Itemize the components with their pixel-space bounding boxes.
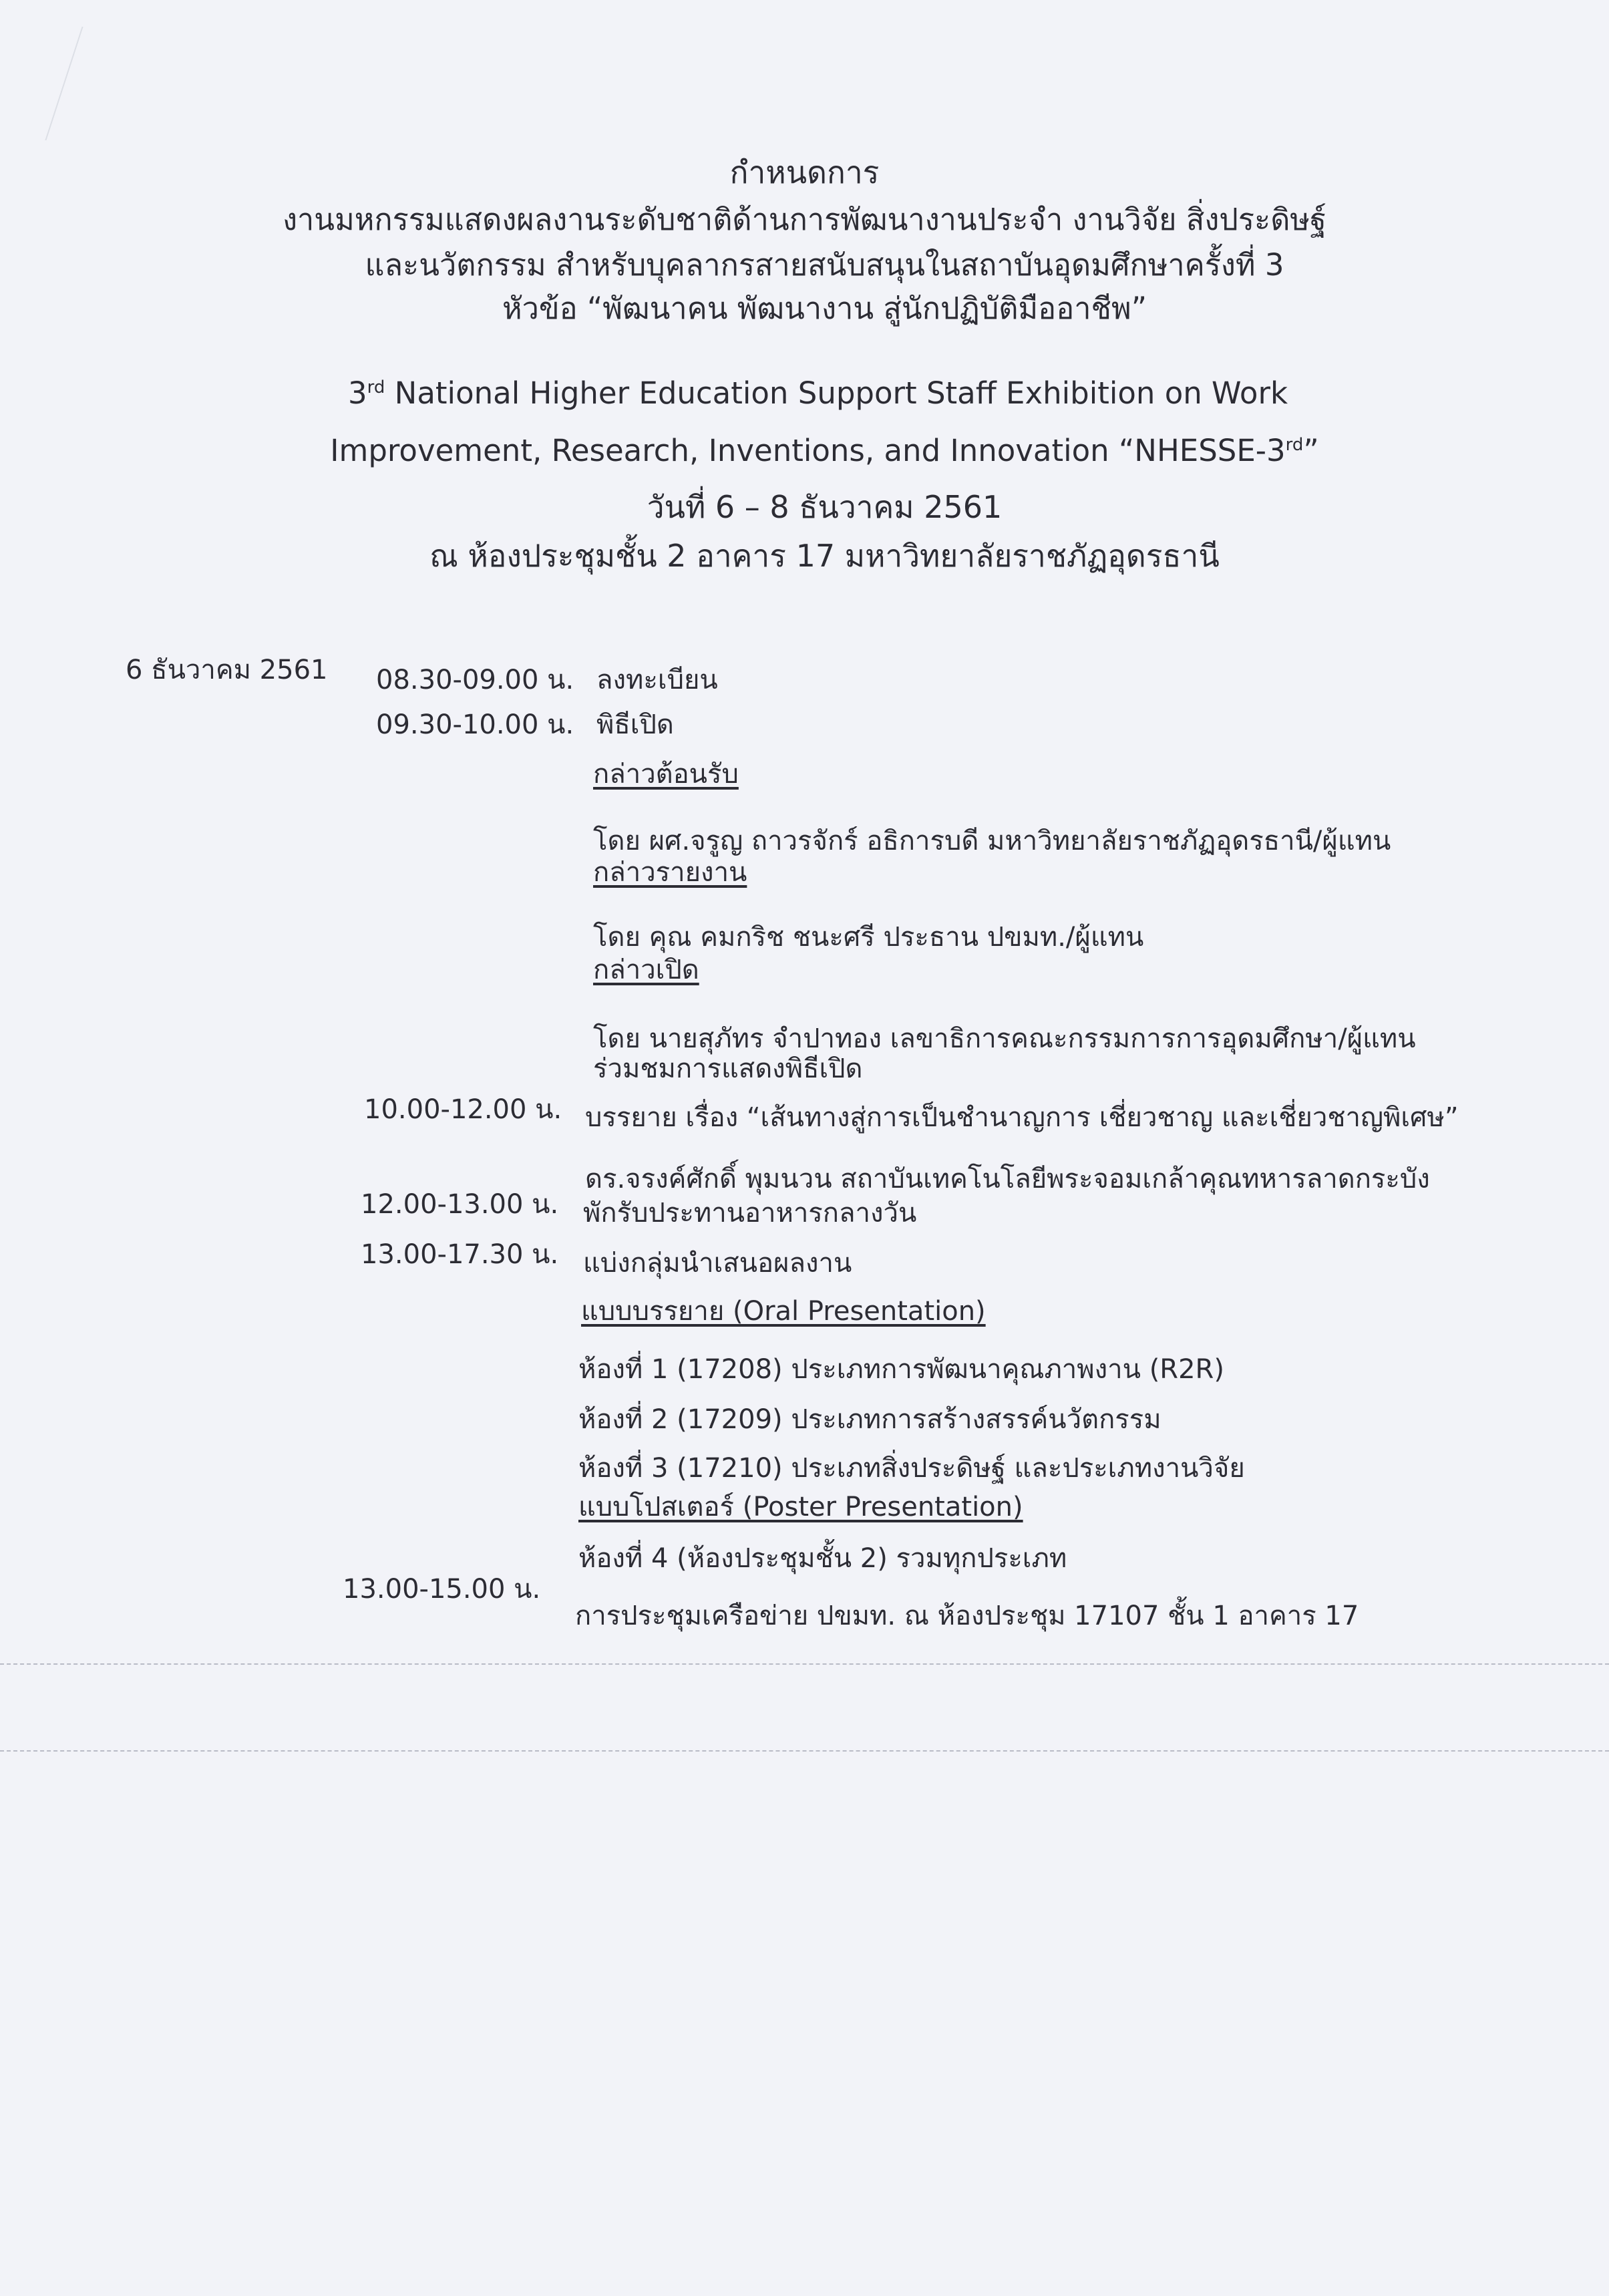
item-lunch: พักรับประทานอาหารกลางวัน	[583, 1198, 917, 1228]
poster-presentation-heading: แบบโปสเตอร์ (Poster Presentation)	[578, 1492, 1023, 1522]
lecture-speaker: ดร.จรงค์ศักดิ์ พุมนวน สถาบันเทคโนโลยีพระจอมเกล้าคุณทหารลาดกระบัง	[585, 1164, 1430, 1194]
document-title: กำหนดการ	[729, 154, 880, 190]
event-venue: ณ ห้องประชุมชั้น 2 อาคาร 17 มหาวิทยาลัยราชภัฏอุดรธานี	[429, 538, 1220, 574]
event-name-line-1: งานมหกรรมแสดงผลงานระดับชาติด้านการพัฒนางานประจำ งานวิจัย สิ่งประดิษฐ์	[283, 202, 1326, 237]
time-lunch: 12.00-13.00 น.	[361, 1189, 559, 1220]
english-title-line-2-text: Improvement, Research, Inventions, and Innovation “NHESSE-3	[330, 433, 1286, 468]
opening-performance: ร่วมชมการแสดงพิธีเปิด	[593, 1053, 863, 1084]
welcome-heading: กล่าวต้อนรับ	[593, 759, 739, 790]
time-registration: 08.30-09.00 น.	[376, 665, 574, 695]
room-4: ห้องที่ 4 (ห้องประชุมชั้น 2) รวมทุกประเภท	[578, 1543, 1067, 1574]
english-title-line-1	[13, 375, 1609, 411]
oral-presentation-heading: แบบบรรยาย (Oral Presentation)	[581, 1296, 986, 1327]
report-heading: กล่าวรายงาน	[593, 857, 747, 888]
report-speaker: โดย คุณ คมกริช ชนะศรี ประธาน ปขมท./ผู้แทน	[593, 922, 1144, 953]
paper-fold-mark	[45, 27, 163, 140]
item-presentations: แบ่งกลุ่มนำเสนอผลงาน	[583, 1248, 852, 1279]
english-title-number: 3	[347, 375, 367, 411]
room-3: ห้องที่ 3 (17210) ประเภทสิ่งประดิษฐ์ และประเภทงานวิจัย	[578, 1453, 1245, 1484]
event-name-line-2: และนวัตกรรม สำหรับบุคลากรสายสนับสนุนในสถาบันอุดมศึกษาครั้งที่ 3	[365, 247, 1284, 283]
room-2: ห้องที่ 2 (17209) ประเภทการสร้างสรรค์นวัตกรรม	[578, 1404, 1161, 1435]
english-title-ordinal: rd	[367, 377, 385, 397]
english-title-line-1-text: National Higher Education Support Staff Exhibition on Work	[385, 375, 1288, 411]
event-theme: หัวข้อ “พัฒนาคน พัฒนางาน สู่นักปฏิบัติมืออาชีพ”	[502, 291, 1147, 326]
schedule-day: 6 ธันวาคม 2561	[126, 655, 328, 685]
scan-line-1	[0, 1663, 1609, 1665]
welcome-speaker: โดย ผศ.จรูญ ถาวรจักร์ อธิการบดี มหาวิทยาลัยราชภัฏอุดรธานี/ผู้แทน	[593, 826, 1391, 856]
item-lecture: บรรยาย เรื่อง “เส้นทางสู่การเป็นชำนาญการ เชี่ยวชาญ และเชี่ยวชาญพิเศษ”	[585, 1102, 1459, 1133]
opening-speech-heading: กล่าวเปิด	[593, 955, 699, 985]
item-network-meeting: การประชุมเครือข่าย ปขมท. ณ ห้องประชุม 17107 ชั้น 1 อาคาร 17	[575, 1601, 1359, 1631]
english-title-ordinal-2: rd	[1285, 435, 1304, 455]
time-lecture: 10.00-12.00 น.	[364, 1094, 562, 1125]
opening-speaker: โดย นายสุภัทร จำปาทอง เลขาธิการคณะกรรมการการอุดมศึกษา/ผู้แทน	[593, 1023, 1416, 1054]
time-opening: 09.30-10.00 น.	[376, 709, 574, 740]
time-presentations: 13.00-17.30 น.	[361, 1239, 559, 1270]
scan-line-2	[0, 1750, 1609, 1752]
item-opening: พิธีเปิด	[596, 709, 674, 740]
english-title-line-2	[20, 433, 1609, 468]
event-date: วันที่ 6 – 8 ธันวาคม 2561	[647, 489, 1003, 525]
room-1: ห้องที่ 1 (17208) ประเภทการพัฒนาคุณภาพงาน (R2R)	[578, 1354, 1224, 1385]
english-title-close-quote: ”	[1303, 433, 1319, 468]
item-registration: ลงทะเบียน	[596, 665, 718, 695]
time-network-meeting: 13.00-15.00 น.	[343, 1574, 541, 1605]
